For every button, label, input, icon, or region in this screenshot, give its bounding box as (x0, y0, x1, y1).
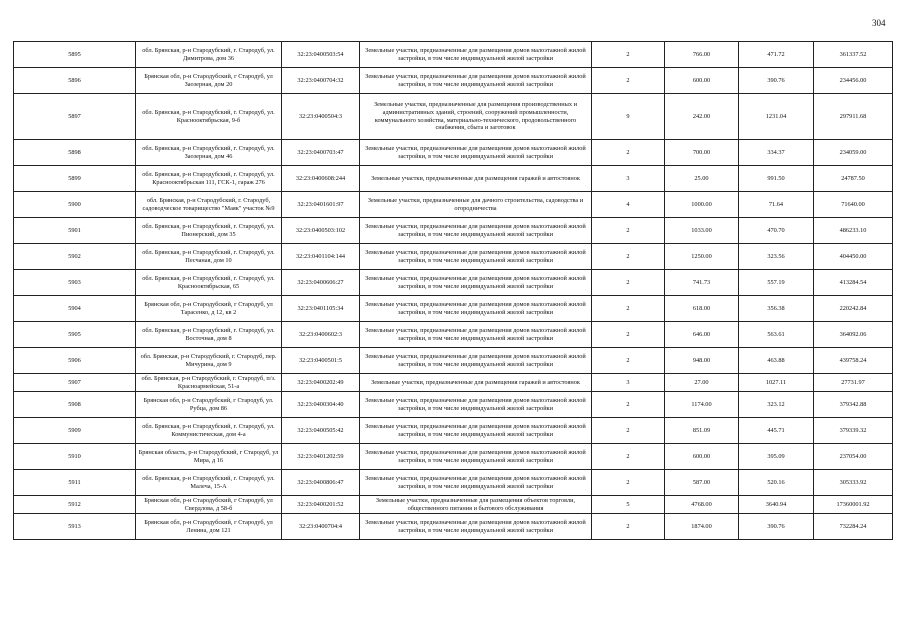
land-use-cell: Земельные участки, предназначенные для размещения объектов торговли, общественного питания и бытового обслуживания (360, 496, 592, 514)
group-cell: 2 (592, 470, 665, 496)
cadastral-number-cell: 32:23:0400304:40 (282, 392, 360, 418)
cadastral-value-cell: 361337.52 (814, 42, 893, 68)
cadastral-number-cell: 32:23:0400704:32 (282, 68, 360, 94)
table-row (14, 496, 893, 514)
area-cell: 27.00 (665, 374, 739, 392)
address-cell: Брянская обл, р-н Стародубский, г Стародуб, ул Ленина, дом 121 (136, 514, 282, 540)
land-use-cell: Земельные участки, предназначенные для размещения домов малоэтажной жилой застройки, в том числе индивидуальной жилой застройки (360, 140, 592, 166)
cadastral-number-cell: 32:23:0401104:144 (282, 244, 360, 270)
address-cell: обл. Брянская, р-н Стародубский, г. Стародуб, ул. Песчаная, дом 10 (136, 244, 282, 270)
land-use-cell: Земельные участки, предназначенные для размещения домов малоэтажной жилой застройки, в том числе индивидуальной жилой застройки (360, 296, 592, 322)
land-use-cell: Земельные участки, предназначенные для размещения домов малоэтажной жилой застройки, в том числе индивидуальной жилой застройки (360, 244, 592, 270)
area-cell: 4768.00 (665, 496, 739, 514)
area-cell: 1250.00 (665, 244, 739, 270)
cadastral-number-cell: 32:23:0400608:244 (282, 166, 360, 192)
land-use-cell: Земельные участки, предназначенные для дачного строительства, садоводства и огородничества (360, 192, 592, 218)
cadastral-number-cell: 32:23:0401105:34 (282, 296, 360, 322)
group-cell: 2 (592, 296, 665, 322)
land-use-cell: Земельные участки, предназначенные для размещения домов малоэтажной жилой застройки, в том числе индивидуальной жилой застройки (360, 322, 592, 348)
table-row (14, 192, 893, 218)
specific-value-cell: 557.19 (739, 270, 814, 296)
cadastral-value-cell: 24787.50 (814, 166, 893, 192)
group-cell: 2 (592, 68, 665, 94)
area-cell: 242.00 (665, 94, 739, 140)
cadastral-value-cell: 413284.54 (814, 270, 893, 296)
cadastral-number-cell: 32:23:0401601:97 (282, 192, 360, 218)
cadastral-number-cell: 32:23:0400503:102 (282, 218, 360, 244)
cadastral-number-cell: 32:23:0401202:59 (282, 444, 360, 470)
table-row (14, 322, 893, 348)
group-cell: 9 (592, 94, 665, 140)
area-cell: 600.00 (665, 444, 739, 470)
land-use-cell: Земельные участки, предназначенные для размещения домов малоэтажной жилой застройки, в том числе индивидуальной жилой застройки (360, 42, 592, 68)
cadastral-value-cell: 297911.68 (814, 94, 893, 140)
row-number-cell: 5896 (14, 68, 136, 94)
area-cell: 1174.00 (665, 392, 739, 418)
table-row (14, 374, 893, 392)
address-cell: обл. Брянская, р-н Стародубский, г. Стародуб, ул. Красноoктябрьская 111, ГСК-1, гараж 276 (136, 166, 282, 192)
address-cell: обл. Брянская, р-н Стародубский, г. Стародуб, п/з. Красноармейская, 51-а (136, 374, 282, 392)
area-cell: 646.00 (665, 322, 739, 348)
row-number-cell: 5909 (14, 418, 136, 444)
group-cell: 2 (592, 244, 665, 270)
specific-value-cell: 390.76 (739, 68, 814, 94)
cadastral-value-cell: 732284.24 (814, 514, 893, 540)
cadastral-value-cell: 27731.97 (814, 374, 893, 392)
specific-value-cell: 991.50 (739, 166, 814, 192)
cadastral-number-cell: 32:23:0400503:54 (282, 42, 360, 68)
address-cell: Брянская обл, р-н Стародубский, г Стародуб, ул Заозерная, дом 20 (136, 68, 282, 94)
row-number-cell: 5907 (14, 374, 136, 392)
area-cell: 741.73 (665, 270, 739, 296)
specific-value-cell: 471.72 (739, 42, 814, 68)
table-row (14, 42, 893, 68)
group-cell: 5 (592, 496, 665, 514)
land-use-cell: Земельные участки, предназначенные для размещения гаражей и автостоянок (360, 166, 592, 192)
cadastral-value-cell: 379342.88 (814, 392, 893, 418)
cadastral-value-cell: 234059.00 (814, 140, 893, 166)
cadastral-number-cell: 32:23:0400602:3 (282, 322, 360, 348)
specific-value-cell: 71.64 (739, 192, 814, 218)
land-use-cell: Земельные участки, предназначенные для размещения домов малоэтажной жилой застройки, в том числе индивидуальной жилой застройки (360, 348, 592, 374)
specific-value-cell: 3640.94 (739, 496, 814, 514)
address-cell: Брянская область, р-н Стародубский, г Стародуб, ул Мира, д 16 (136, 444, 282, 470)
table-row (14, 348, 893, 374)
specific-value-cell: 1231.04 (739, 94, 814, 140)
row-number-cell: 5897 (14, 94, 136, 140)
cadastral-value-cell: 486233.10 (814, 218, 893, 244)
land-use-cell: Земельные участки, предназначенные для размещения домов малоэтажной жилой застройки, в том числе индивидуальной жилой застройки (360, 514, 592, 540)
table-row (14, 418, 893, 444)
area-cell: 1033.00 (665, 218, 739, 244)
land-use-cell: Земельные участки, предназначенные для размещения домов малоэтажной жилой застройки, в том числе индивидуальной жилой застройки (360, 418, 592, 444)
row-number-cell: 5908 (14, 392, 136, 418)
row-number-cell: 5912 (14, 496, 136, 514)
row-number-cell: 5905 (14, 322, 136, 348)
land-use-cell: Земельные участки, предназначенные для размещения домов малоэтажной жилой застройки, в том числе индивидуальной жилой застройки (360, 444, 592, 470)
address-cell: обл. Брянская, р-н Стародубский, г. Стародуб, ул. Восточная, дом 8 (136, 322, 282, 348)
area-cell: 1874.00 (665, 514, 739, 540)
specific-value-cell: 390.76 (739, 514, 814, 540)
row-number-cell: 5900 (14, 192, 136, 218)
address-cell: обл. Брянская, р-н Стародубский, г. Стародуб, ул. Коммунистическая, дом 4-а (136, 418, 282, 444)
cadastral-value-cell: 71640.00 (814, 192, 893, 218)
land-use-cell: Земельные участки, предназначенные для размещения домов малоэтажной жилой застройки, в том числе индивидуальной жилой застройки (360, 470, 592, 496)
cadastral-number-cell: 32:23:0400806:47 (282, 470, 360, 496)
area-cell: 1000.00 (665, 192, 739, 218)
area-cell: 851.09 (665, 418, 739, 444)
area-cell: 700.00 (665, 140, 739, 166)
land-plot-table (13, 41, 893, 540)
group-cell: 2 (592, 418, 665, 444)
address-cell: Брянская обл, р-н Стародубский, г Стародуб, ул Свердлова, д 58-б (136, 496, 282, 514)
cadastral-number-cell: 32:23:0400202:49 (282, 374, 360, 392)
specific-value-cell: 470.70 (739, 218, 814, 244)
row-number-cell: 5913 (14, 514, 136, 540)
area-cell: 25.00 (665, 166, 739, 192)
table-row (14, 444, 893, 470)
area-cell: 948.00 (665, 348, 739, 374)
row-number-cell: 5895 (14, 42, 136, 68)
group-cell: 2 (592, 322, 665, 348)
address-cell: обл. Брянская, р-н Стародубский, г. Стародуб, ул. Красноoктябрьская, 9-б (136, 94, 282, 140)
cadastral-value-cell: 220242.84 (814, 296, 893, 322)
group-cell: 4 (592, 192, 665, 218)
cadastral-value-cell: 439758.24 (814, 348, 893, 374)
area-cell: 766.00 (665, 42, 739, 68)
table-row (14, 392, 893, 418)
cadastral-value-cell: 237054.00 (814, 444, 893, 470)
address-cell: обл. Брянская, р-н Стародубский, г. Стародуб, ул. Красноoктябрьская, 65 (136, 270, 282, 296)
group-cell: 2 (592, 270, 665, 296)
specific-value-cell: 1027.11 (739, 374, 814, 392)
land-use-cell: Земельные участки, предназначенные для размещения домов малоэтажной жилой застройки, в том числе индивидуальной жилой застройки (360, 218, 592, 244)
group-cell: 2 (592, 140, 665, 166)
specific-value-cell: 334.37 (739, 140, 814, 166)
cadastral-number-cell: 32:23:0400704:4 (282, 514, 360, 540)
address-cell: Брянская обл, р-н Стародубский, г Стародуб, ул. Рубца, дом 86 (136, 392, 282, 418)
table-row (14, 296, 893, 322)
cadastral-value-cell: 234456.00 (814, 68, 893, 94)
row-number-cell: 5906 (14, 348, 136, 374)
table-row (14, 244, 893, 270)
cadastral-number-cell: 32:23:0400201:52 (282, 496, 360, 514)
group-cell: 2 (592, 42, 665, 68)
table-row (14, 270, 893, 296)
area-cell: 618.00 (665, 296, 739, 322)
group-cell: 2 (592, 218, 665, 244)
group-cell: 3 (592, 166, 665, 192)
table-row (14, 470, 893, 496)
land-use-cell: Земельные участки, предназначенные для размещения производственных и административных зданий, строений, сооружений промышленности, коммунального хозяйства, материально-технического, продовольственного снабжения, сбыта и заготовок (360, 94, 592, 140)
address-cell: обл. Брянская, р-н Стародубский, г. Стародуб, садоводческое товарищество "Маяк" участок №9 (136, 192, 282, 218)
row-number-cell: 5903 (14, 270, 136, 296)
cadastral-number-cell: 32:23:0400606:27 (282, 270, 360, 296)
land-use-cell: Земельные участки, предназначенные для размещения домов малоэтажной жилой застройки, в том числе индивидуальной жилой застройки (360, 392, 592, 418)
cadastral-number-cell: 32:23:0400505:42 (282, 418, 360, 444)
address-cell: обл. Брянская, р-н Стародубский, г. Стародуб, пер. Мичурина, дом 9 (136, 348, 282, 374)
land-use-cell: Земельные участки, предназначенные для размещения домов малоэтажной жилой застройки, в том числе индивидуальной жилой застройки (360, 68, 592, 94)
specific-value-cell: 323.12 (739, 392, 814, 418)
land-use-cell: Земельные участки, предназначенные для размещения гаражей и автостоянок (360, 374, 592, 392)
specific-value-cell: 323.56 (739, 244, 814, 270)
cadastral-value-cell: 364092.06 (814, 322, 893, 348)
specific-value-cell: 356.38 (739, 296, 814, 322)
cadastral-value-cell: 404450.00 (814, 244, 893, 270)
cadastral-value-cell: 379339.32 (814, 418, 893, 444)
row-number-cell: 5898 (14, 140, 136, 166)
page-number: 304 (872, 18, 886, 28)
area-cell: 600.00 (665, 68, 739, 94)
row-number-cell: 5902 (14, 244, 136, 270)
table-row (14, 166, 893, 192)
group-cell: 2 (592, 514, 665, 540)
cadastral-value-cell: 305333.92 (814, 470, 893, 496)
cadastral-number-cell: 32:23:0400501:5 (282, 348, 360, 374)
address-cell: обл. Брянская, р-н Стародубский, г. Стародуб, ул. Малеча, 15-А (136, 470, 282, 496)
table-row (14, 94, 893, 140)
address-cell: обл. Брянская, р-н Стародубский, г. Стародуб, ул. Пионерский, дом 35 (136, 218, 282, 244)
table-row (14, 140, 893, 166)
row-number-cell: 5911 (14, 470, 136, 496)
cadastral-number-cell: 32:23:0400504:3 (282, 94, 360, 140)
address-cell: обл. Брянская, р-н Стародубский, г. Стародуб, ул. Заозерная, дом 46 (136, 140, 282, 166)
row-number-cell: 5901 (14, 218, 136, 244)
cadastral-number-cell: 32:23:0400703:47 (282, 140, 360, 166)
group-cell: 3 (592, 374, 665, 392)
group-cell: 2 (592, 444, 665, 470)
address-cell: Брянская обл, р-н Стародубский, г Стародуб, ул Тарасенко, д 12, кв 2 (136, 296, 282, 322)
row-number-cell: 5904 (14, 296, 136, 322)
specific-value-cell: 445.71 (739, 418, 814, 444)
address-cell: обл. Брянская, р-н Стародубский, г. Стародуб, ул. Димитрова, дом 36 (136, 42, 282, 68)
specific-value-cell: 395.09 (739, 444, 814, 470)
area-cell: 587.00 (665, 470, 739, 496)
specific-value-cell: 520.16 (739, 470, 814, 496)
specific-value-cell: 563.61 (739, 322, 814, 348)
group-cell: 2 (592, 392, 665, 418)
row-number-cell: 5899 (14, 166, 136, 192)
row-number-cell: 5910 (14, 444, 136, 470)
table-row (14, 68, 893, 94)
table-row (14, 218, 893, 244)
land-use-cell: Земельные участки, предназначенные для размещения домов малоэтажной жилой застройки, в том числе индивидуальной жилой застройки (360, 270, 592, 296)
specific-value-cell: 463.88 (739, 348, 814, 374)
table-row (14, 514, 893, 540)
cadastral-value-cell: 17360001.92 (814, 496, 893, 514)
group-cell: 2 (592, 348, 665, 374)
